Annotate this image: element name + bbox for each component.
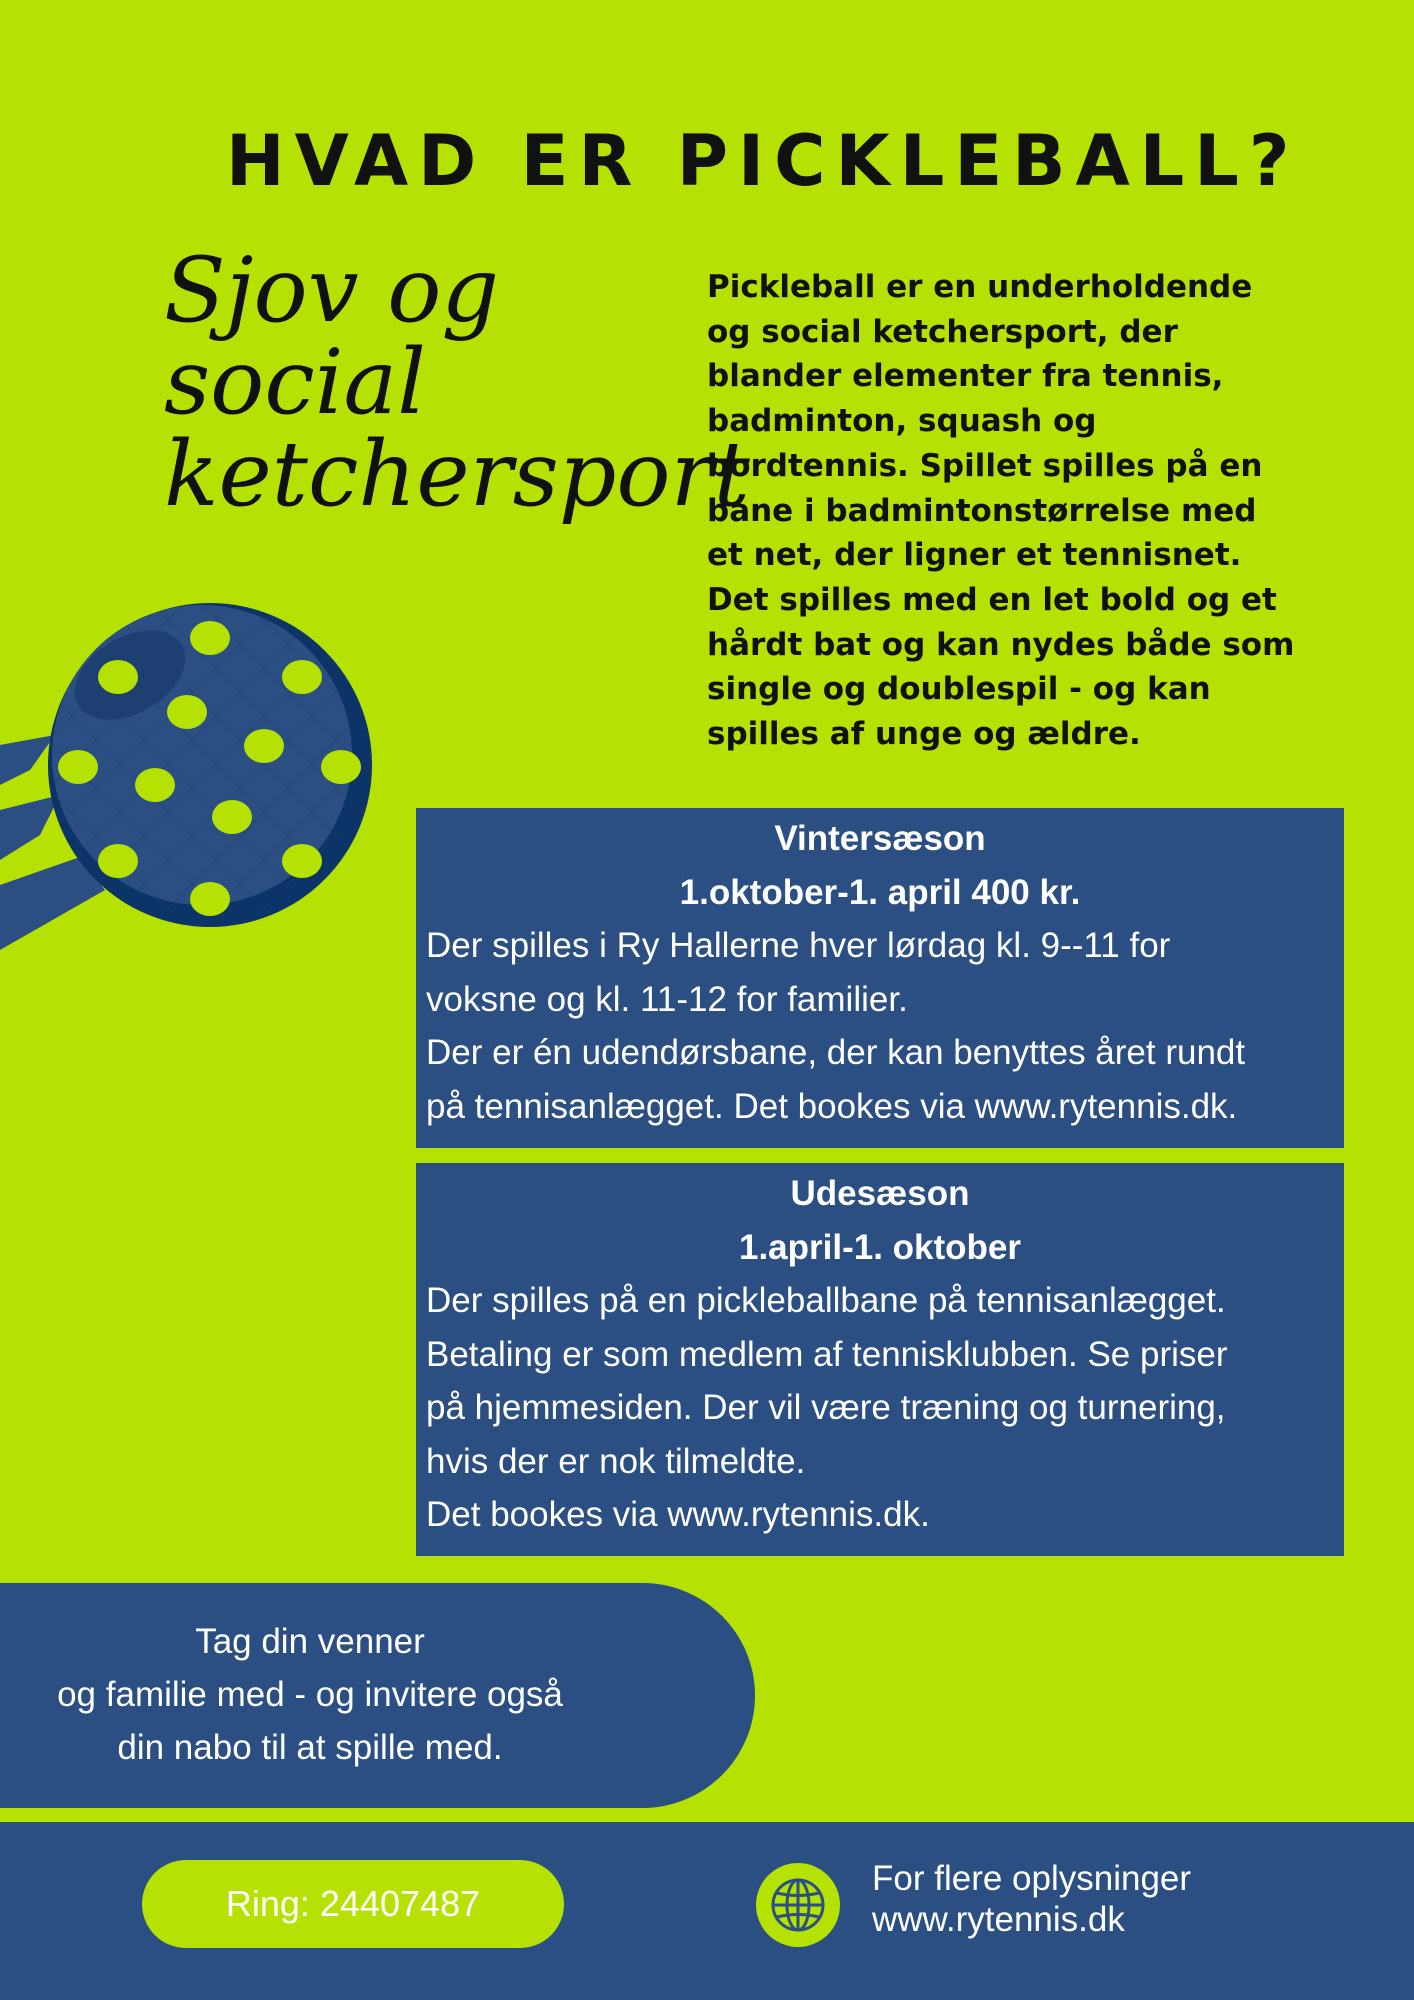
intro-line: blander elementer fra tennis, [707,358,1224,395]
invite-line: din nabo til at spille med. [117,1728,503,1767]
intro-paragraph [707,265,1347,757]
tagline-line: ketchersport [164,422,750,527]
intro-line: bane i badmintonstørrelse med [707,492,1257,529]
tagline [164,238,750,527]
contact-info [872,1858,1191,1940]
page-title: HVAD ER PICKLEBALL? [226,120,1300,202]
outdoor-season-line: Betaling er som medlem af tennisklubben. Se priser [426,1334,1228,1374]
call-button[interactable]: Ring: 24407487 [142,1860,564,1948]
outdoor-season-line: Der spilles på en pickleballbane på tennisanlægget. [426,1281,1226,1320]
outdoor-season-box [416,1163,1344,1556]
invite-line: og familie med - og invitere også [57,1675,563,1714]
winter-season-line: Der spilles i Ry Hallerne hver lørdag kl. 9--11 for [426,926,1171,965]
intro-line: single og doublespil - og kan [707,671,1211,708]
outdoor-season-period: 1.april-1. oktober [738,1227,1022,1267]
tagline-line: Sjov og [164,238,499,343]
intro-line: og social ketchersport, der [707,313,1178,350]
winter-season-box [416,808,1344,1148]
intro-line: bordtennis. Spillet spilles på en [707,447,1263,484]
contact-label: For flere oplysninger [872,1859,1192,1898]
pickleball-icon [0,595,380,955]
outdoor-season-line: på hjemmesiden. Der vil være træning og turnering, [426,1388,1226,1427]
winter-season-line: voksne og kl. 11-12 for familier. [426,979,908,1019]
intro-line: Det spilles med en let bold og et [707,581,1277,618]
outdoor-season-line: Det bookes via www.rytennis.dk. [426,1495,930,1534]
intro-line: Pickleball er en underholdende [707,269,1253,305]
winter-season-title: Vintersæson [774,819,986,858]
winter-season-line: Der er én udendørsbane, der kan benyttes året rundt [426,1033,1246,1072]
winter-season-period: 1.oktober-1. april 400 kr. [679,872,1081,912]
invite-text [0,1615,620,1774]
winter-season-line: på tennisanlægget. Det bookes via www.rytennis.dk. [426,1086,1238,1126]
intro-line: badminton, squash og [707,403,1097,440]
website-link[interactable]: www.rytennis.dk [872,1900,1125,1939]
outdoor-season-line: hvis der er nok tilmeldte. [426,1441,806,1481]
intro-line: et net, der ligner et tennisnet. [707,537,1242,574]
outdoor-season-title: Udesæson [790,1174,970,1213]
intro-line: hårdt bat og kan nydes både som [707,626,1295,663]
globe-icon [755,1862,841,1948]
invite-line: Tag din venner [195,1622,425,1661]
tagline-line: social [164,330,427,435]
intro-line: spilles af unge og ældre. [707,716,1141,753]
